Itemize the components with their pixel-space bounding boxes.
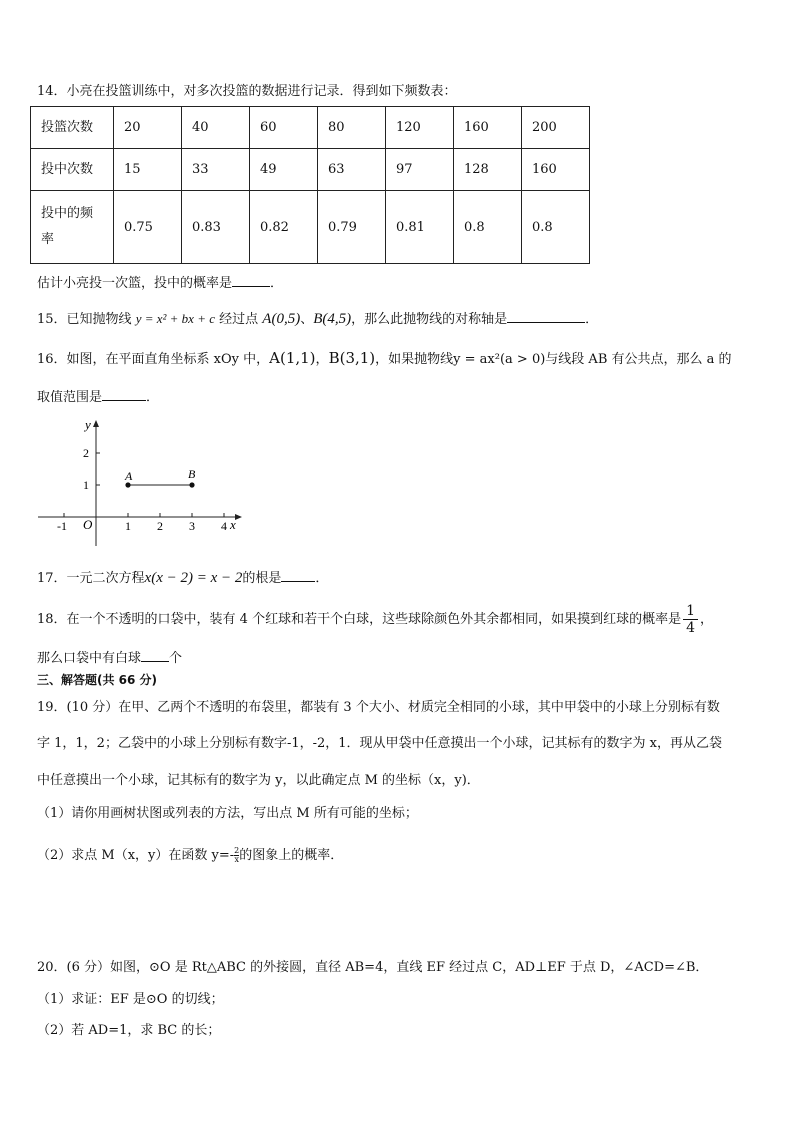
q16-line2 [37, 386, 159, 408]
q17-suffix: 的根是 [242, 571, 282, 586]
table-cell: 40 [182, 107, 250, 149]
q19-line1: 19．(10 分）在甲、乙两个不透明的布袋里，都装有 3 个大小、材质完全相同的小球，其中甲袋中的小球上分别标有数 [37, 700, 720, 715]
punct: ． [270, 276, 284, 291]
table-cell: 0.79 [318, 191, 386, 264]
header-line: 率 [41, 232, 55, 247]
q20-line1: 20．(6 分）如图，⊙O 是 Rt△ABC 的外接圆，直径 AB=4，直线 EF 经过点 C，AD⊥EF 于点 D，∠ACD=∠B． [37, 960, 709, 975]
q14-ask-text: 估计小亮投一次篮，投中的概率是 [37, 276, 233, 291]
answer-blank [232, 272, 270, 287]
table-cell: 160 [454, 107, 522, 149]
table-header-attempts: 投篮次数 [31, 107, 114, 149]
table-cell: 49 [250, 149, 318, 191]
y-axis-label: y [85, 417, 91, 432]
q19-part2-prefix: （2）求点 M（x，y）在函数 y=- [37, 848, 235, 863]
fraction-denominator: 4 [686, 620, 696, 636]
q17-formula: x(x − 2) = x − 2 [144, 570, 243, 586]
table-cell: 0.8 [454, 191, 522, 264]
q18 [37, 602, 713, 638]
q19-line2: 字 1，1，2；乙袋中的小球上分别标有数字-1，-2，1．现从甲袋中任意摸出一个小球，记其标有的数字为 x，再从乙袋 [37, 736, 723, 751]
table-cell: 128 [454, 149, 522, 191]
q19-line3: 中任意摸出一个小球，记其标有的数字为 y，以此确定点 M 的坐标（x，y)． [37, 773, 480, 788]
x-tick-label: -1 [57, 519, 67, 533]
x-tick-label: 1 [125, 519, 131, 533]
y-tick-label: 1 [83, 478, 89, 492]
table-cell: 97 [386, 149, 454, 191]
table-cell: 160 [522, 149, 590, 191]
answer-blank [102, 386, 146, 401]
q15-mid: 经过点 [219, 312, 259, 327]
q16-point-b: B(3,1) [328, 349, 376, 367]
table-cell: 200 [522, 107, 590, 149]
q18-line2-text: 那么口袋中有白球 [37, 651, 142, 666]
q19-part2-suffix: 的图象上的概率． [239, 848, 344, 863]
q16-coordinate-graph [30, 414, 260, 554]
point-a [125, 482, 130, 487]
q14-ask [37, 272, 283, 294]
point-a-label: A [125, 469, 133, 483]
table-cell: 60 [250, 107, 318, 149]
q15-prefix: 15．已知抛物线 [37, 312, 132, 327]
fraction-denominator: x [234, 855, 239, 864]
table-cell: 0.75 [114, 191, 182, 264]
q16-formula: y = ax²(a > 0) [453, 352, 546, 367]
table-cell: 0.81 [386, 191, 454, 264]
x-tick-label: 4 [221, 519, 227, 533]
table-row [31, 149, 590, 191]
q15-suffix: ，那么此抛物线的对称轴是 [351, 312, 508, 327]
point-b [189, 482, 194, 487]
x-axis-label: x [230, 517, 236, 532]
punct: ． [585, 312, 599, 327]
q18-text: 18．在一个不透明的口袋中，装有 4 个红球和若干个白球，这些球除颜色外其余都相同，如果摸到红球的概率是 [37, 612, 682, 627]
table-header-frequency [31, 191, 114, 264]
q16-point-a: A(1,1) [269, 349, 316, 367]
table-cell: 33 [182, 149, 250, 191]
probability-fraction [683, 603, 698, 636]
table-cell: 80 [318, 107, 386, 149]
q17 [37, 567, 328, 589]
punct: ． [146, 390, 160, 405]
y-axis-arrow-icon [93, 420, 99, 427]
q20-part2: （2）若 AD=1，求 BC 的长； [37, 1023, 221, 1038]
frequency-table [30, 106, 590, 264]
q16-mid: ，如果抛物线 [375, 352, 454, 367]
q18-line2-end: 个 [169, 651, 183, 666]
table-cell: 20 [114, 107, 182, 149]
point-b-label: B [188, 467, 196, 481]
q18-line2 [37, 647, 182, 669]
table-cell: 0.83 [182, 191, 250, 264]
punct: ． [315, 571, 329, 586]
section-heading: 三、解答题(共 66 分) [37, 673, 158, 687]
q17-prefix: 17．一元二次方程 [37, 571, 145, 586]
fraction-numerator: 1 [683, 603, 698, 620]
x-axis-arrow-icon [235, 514, 242, 520]
punct: 、 [300, 312, 314, 327]
punct: ， [315, 352, 329, 367]
y-tick-label: 2 [83, 446, 89, 460]
q15-point-a: A(0,5) [262, 311, 301, 327]
header-line: 投中的频 [41, 206, 94, 221]
q16-suffix: 与线段 AB 有公共点，那么 a 的 [545, 352, 732, 367]
answer-blank [281, 567, 315, 582]
q15-formula: y = x² + bx + c [135, 311, 215, 326]
table-row [31, 191, 590, 264]
table-header-hits: 投中次数 [31, 149, 114, 191]
answer-blank [507, 308, 585, 323]
q14-text: 14．小亮在投篮训练中，对多次投篮的数据进行记录．得到如下频数表： [37, 84, 457, 99]
q19-part1: （1）请你用画树状图或列表的方法，写出点 M 所有可能的坐标； [37, 806, 418, 821]
q20-part1: （1）求证：EF 是⊙O 的切线； [37, 992, 224, 1007]
x-tick-label: 3 [189, 519, 195, 533]
table-cell: 0.8 [522, 191, 590, 264]
punct: ， [700, 612, 714, 627]
q19-part2 [37, 846, 343, 866]
origin-label: O [83, 517, 93, 532]
q16-prefix: 16．如图，在平面直角坐标系 xOy 中， [37, 352, 270, 367]
table-cell: 63 [318, 149, 386, 191]
q16-line2-text: 取值范围是 [37, 390, 103, 405]
q15 [37, 308, 598, 330]
q15-point-b: B(4,5) [313, 311, 352, 327]
table-cell: 15 [114, 149, 182, 191]
x-tick-label: 2 [157, 519, 163, 533]
q16 [37, 348, 732, 370]
table-cell: 0.82 [250, 191, 318, 264]
fraction-numerator: 2 [234, 846, 240, 855]
table-row [31, 107, 590, 149]
table-cell: 120 [386, 107, 454, 149]
answer-blank [141, 647, 169, 662]
